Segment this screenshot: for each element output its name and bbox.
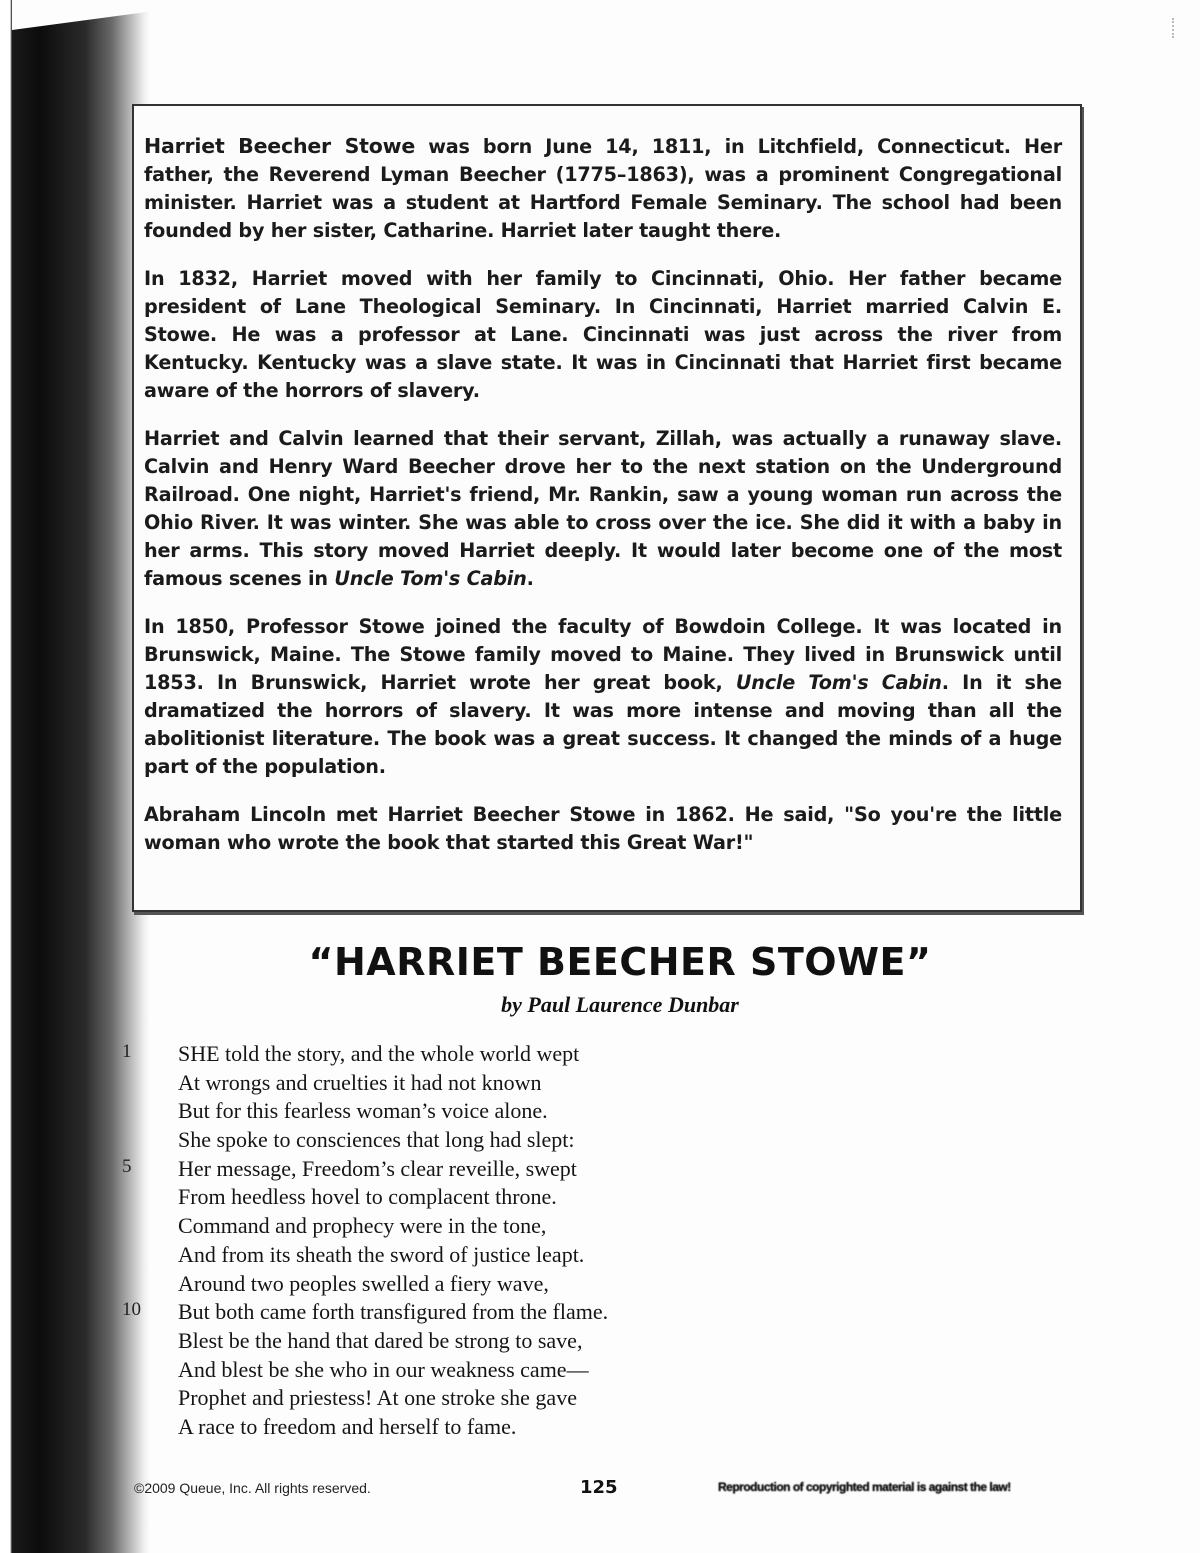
poem-line: But both came forth transfigured from the flame. (178, 1299, 609, 1325)
page-number: 125 (580, 1477, 618, 1498)
bio-text: Harriet and Calvin learned that their servant, Zillah, was actually a runaway slave. Calvin and Henry Ward Beecher drove her to the next station on the Underground Railroad. One night, Harriet's friend, Mr. Rankin, saw a young woman run across the Ohio River. It was winter. She was able to cross over the ice. She did it with a baby in her arms. This story moved Harriet deeply. It would later become one of the most famous scenes in (144, 427, 1062, 590)
poem-author: by Paul Laurence Dunbar (501, 992, 739, 1017)
poem-line: Blest be the hand that dared be strong to save, (178, 1327, 583, 1353)
line-number: 10 (122, 1299, 141, 1320)
poem-body (178, 1040, 798, 1442)
poem-line: From heedless hovel to complacent throne. (178, 1184, 557, 1210)
poem-line: And blest be she who in our weakness came— (178, 1356, 589, 1382)
poem-line: Prophet and priestess! At one stroke she gave (178, 1385, 577, 1411)
copyright-notice: ©2009 Queue, Inc. All rights reserved. (134, 1480, 371, 1496)
line-number: 5 (122, 1156, 132, 1177)
poem-line: A race to freedom and herself to fame. (178, 1413, 517, 1439)
poem-line: Around two peoples swelled a fiery wave, (178, 1270, 549, 1296)
bio-text: In 1850, Professor Stowe joined the faculty of Bowdoin College. It was located in Brunswick, Maine. The Stowe family moved to Maine. They lived in Brunswick until 1853. In Brunswick, Harriet wrote her great book, (144, 615, 1062, 694)
bio-text: was born June 14, 1811, in Litchfield, Connecticut. Her father, the Reverend Lyman Beecher (1775–1863), was a prominent Congregational minister. Harriet was a student at Hartford Female Seminary. The school had been founded by her sister, Catharine. Harriet later taught there. (144, 135, 1062, 242)
bio-text: . In it she dramatized the horrors of slavery. It was more intense and moving than all the abolitionist literature. The book was a great success. It changed the minds of a huge part of the population. (144, 671, 1063, 778)
biography-box (132, 104, 1082, 912)
book-title: Uncle Tom's Cabin (735, 671, 942, 694)
bio-paragraph-4 (144, 613, 1062, 781)
bio-paragraph-2: In 1832, Harriet moved with her family to Cincinnati, Ohio. Her father became president of Lane Theological Seminary. In Cincinnati, Harriet married Calvin E. Stowe. He was a professor at Lane. Cincinnati was just across the river from Kentucky. Kentucky was a slave state. It was in Cincinnati that Harriet first became aware of the horrors of slavery. (144, 267, 1062, 402)
poem-line: Command and prophecy were in the tone, (178, 1213, 547, 1239)
poem-line: At wrongs and cruelties it had not known (178, 1069, 542, 1095)
scan-artifact (1172, 18, 1176, 38)
poem-title: “HARRIET BEECHER STOWE” (308, 940, 932, 984)
bio-lead-name: Harriet Beecher Stowe (144, 134, 416, 158)
bio-paragraph-5: Abraham Lincoln met Harriet Beecher Stowe in 1862. He said, "So you're the little woman who wrote the book that started this Great War!" (144, 803, 1062, 854)
book-title: Uncle Tom's Cabin (334, 567, 527, 590)
bio-paragraph-3 (144, 425, 1062, 593)
line-number: 1 (122, 1041, 132, 1062)
poem-line: Her message, Freedom’s clear reveille, swept (178, 1155, 577, 1181)
poem-line: SHE told the story, and the whole world wept (178, 1041, 580, 1066)
poem-line: She spoke to consciences that long had slept: (178, 1127, 575, 1153)
bio-text: . (526, 567, 534, 590)
reproduction-warning: Reproduction of copyrighted material is against the law! (718, 1480, 1011, 1494)
bio-paragraph-1 (144, 132, 1062, 245)
poem-line: But for this fearless woman’s voice alone. (178, 1098, 548, 1124)
poem-line: And from its sheath the sword of justice leapt. (178, 1241, 585, 1267)
